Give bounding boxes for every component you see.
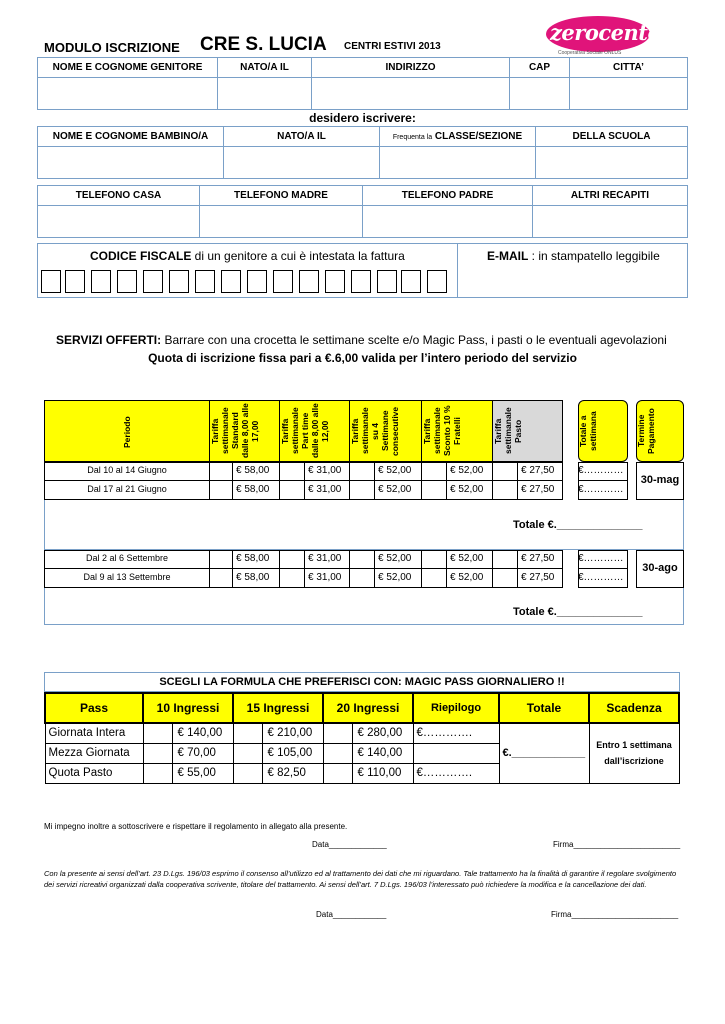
scuola-header: DELLA SCUOLA <box>536 127 688 147</box>
pass-name: Mezza Giornata <box>45 743 143 763</box>
block2-row1-p2-checkbox-divider <box>304 550 305 569</box>
checkbox-divider <box>172 764 173 783</box>
ingressi15-price[interactable]: € 210,00 <box>233 723 323 743</box>
block1-row2-p4-checkbox-divider <box>446 481 447 500</box>
block1-row2-p1-checkbox-divider <box>232 481 233 500</box>
block1-row2-p2: € 31,00 <box>308 484 342 495</box>
block2-termine: 30-ago <box>642 562 678 574</box>
block2-row1-p4-checkbox-divider <box>446 550 447 569</box>
firma-line-1[interactable]: Firma________________________ <box>553 840 681 849</box>
block1-termine: 30-mag <box>640 474 680 486</box>
block2-row2-p3: € 52,00 <box>378 572 412 583</box>
cf-cell-3[interactable] <box>91 270 111 293</box>
cf-rest: di un genitore a cui è intestata la fattura <box>191 249 405 263</box>
block1-row1-p4-checkbox-divider <box>446 462 447 481</box>
riepilogo-header: Riepilogo <box>413 693 499 723</box>
cf-cell-9[interactable] <box>247 270 267 293</box>
altri-recapiti-header: ALTRI RECAPITI <box>533 186 688 206</box>
centri-subtitle: CENTRI ESTIVI 2013 <box>344 41 441 52</box>
block2-row2-p2-checkbox-divider <box>304 569 305 588</box>
magic-pass-body <box>45 723 679 783</box>
ingressi20-price[interactable]: € 110,00 <box>323 763 413 783</box>
totale-header: Totale <box>499 693 589 723</box>
riepilogo-value[interactable]: €…………. <box>413 763 499 783</box>
email-label <box>487 249 660 263</box>
magic-pass-header-row <box>45 693 679 723</box>
bambino-nato-field[interactable] <box>224 147 380 179</box>
ingressi15-header: 15 Ingressi <box>233 693 323 723</box>
ingressi20-price[interactable]: € 280,00 <box>323 723 413 743</box>
citta-header: CITTA’ <box>570 58 688 78</box>
block1-row2-p3-checkbox-divider <box>374 481 375 500</box>
cf-cell-14[interactable] <box>377 270 397 293</box>
t4-header: Tariffa settimanale Sconto 10 % Fratelli <box>422 405 462 457</box>
block2-row1-periodo: Dal 2 al 6 Settembre <box>85 553 169 563</box>
t1-header: Tariffa settimanale Standard dalle 8,00 alle 17,00 <box>210 403 260 459</box>
t2-header: Tariffa settimanale Part time dalle 8,00 alle 12,00 <box>280 403 330 459</box>
cf-cell-15[interactable] <box>401 270 421 293</box>
block2-row1-p5: € 27,50 <box>521 553 555 564</box>
block2-row1-p4: € 52,00 <box>450 553 484 564</box>
cf-bold: CODICE FISCALE <box>90 249 192 263</box>
genitore-table <box>37 57 688 110</box>
block1-row1-p1-checkbox-divider <box>232 462 233 481</box>
cf-divider <box>457 244 458 297</box>
block1-row1-p5: € 27,50 <box>521 465 555 476</box>
scuola-field[interactable] <box>536 147 688 179</box>
logo-subtext: Cooperativa Sociale ONLUS <box>558 50 622 56</box>
ingressi20-header: 20 Ingressi <box>323 693 413 723</box>
block1-totale: Totale €.______________ <box>513 519 643 531</box>
pass-name: Quota Pasto <box>45 763 143 783</box>
telefono-madre-field[interactable] <box>200 206 363 238</box>
ingressi10-header: 10 Ingressi <box>143 693 233 723</box>
impegno-text: Mi impegno inoltre a sottoscrivere e rispettare il regolamento in allegato alla presente. <box>44 822 348 831</box>
checkbox-divider <box>262 764 263 783</box>
telefono-casa-header: TELEFONO CASA <box>38 186 200 206</box>
cf-cell-7[interactable] <box>195 270 215 293</box>
periodo-header: Periodo <box>122 416 132 448</box>
bambino-field[interactable] <box>38 147 224 179</box>
block1-row2-p3: € 52,00 <box>378 484 412 495</box>
checkbox-divider <box>262 744 263 763</box>
block2-row2-p2: € 31,00 <box>308 572 342 583</box>
cf-cell-12[interactable] <box>325 270 345 293</box>
termine-header: Termine Pagamento <box>636 408 656 454</box>
data-line-1[interactable]: Data_____________ <box>312 840 387 849</box>
logo-text: zerocento <box>550 20 661 45</box>
block2-row1-p1-checkbox-divider <box>232 550 233 569</box>
block1-row2-p5: € 27,50 <box>521 484 555 495</box>
block2-row2-p3-checkbox-divider <box>374 569 375 588</box>
t3-header: Tariffa settimanale su 4 Settimane consecutive <box>350 406 400 456</box>
magic-pass-scadenza: Entro 1 settimana dall’iscrizione <box>589 723 679 783</box>
checkbox-divider <box>352 724 353 743</box>
magic-pass-totale[interactable]: €.____________ <box>499 723 589 783</box>
block1-row1-p2-checkbox-divider <box>304 462 305 481</box>
indirizzo-field[interactable] <box>312 78 510 110</box>
servizi-text <box>56 333 667 347</box>
scadenza-header: Scadenza <box>589 693 679 723</box>
ingressi10-price[interactable]: € 140,00 <box>143 723 233 743</box>
checkbox-divider <box>172 744 173 763</box>
pass-header: Pass <box>45 693 143 723</box>
classe-field[interactable] <box>380 147 536 179</box>
codice-fiscale-label <box>90 249 405 263</box>
citta-field[interactable] <box>570 78 688 110</box>
firma-line-2[interactable]: Firma________________________ <box>551 910 679 919</box>
ingressi10-price[interactable]: € 55,00 <box>143 763 233 783</box>
block1-row1-periodo: Dal 10 al 14 Giugno <box>87 465 167 475</box>
cf-cell-6[interactable] <box>169 270 189 293</box>
riepilogo-value[interactable]: €…………. <box>413 723 499 743</box>
magic-pass-banner: SCEGLI LA FORMULA CHE PREFERISCI CON: MAGIC PASS GIORNALIERO !! <box>44 672 680 692</box>
cf-cell-11[interactable] <box>299 270 319 293</box>
bambino-table <box>37 126 688 179</box>
ingressi20-price[interactable]: € 140,00 <box>323 743 413 763</box>
classe-header <box>380 127 536 147</box>
block1-row1-p5-checkbox-divider <box>517 462 518 481</box>
block2-row1-p1: € 58,00 <box>236 553 270 564</box>
block2-row2-p4-checkbox-divider <box>446 569 447 588</box>
pass-name: Giornata Intera <box>45 723 143 743</box>
magic-pass-table <box>44 692 680 784</box>
cre-title: CRE S. LUCIA <box>200 34 327 55</box>
block1-row2-p2-checkbox-divider <box>304 481 305 500</box>
telefono-padre-header: TELEFONO PADRE <box>363 186 533 206</box>
block2-row2-p1-checkbox-divider <box>232 569 233 588</box>
nato-field[interactable] <box>218 78 312 110</box>
ingressi15-price[interactable]: € 82,50 <box>233 763 323 783</box>
cf-cell-10[interactable] <box>273 270 293 293</box>
classe-label: CLASSE/SEZIONE <box>434 131 523 142</box>
block2-row1-p3-checkbox-divider <box>374 550 375 569</box>
block1-row1-p3: € 52,00 <box>378 465 412 476</box>
cf-cell-16[interactable] <box>427 270 447 293</box>
cf-cell-5[interactable] <box>143 270 163 293</box>
block1-row1-tot: €………… <box>578 465 624 476</box>
bambino-header: NOME E COGNOME BAMBINO/A <box>38 127 224 147</box>
genitore-header: NOME E COGNOME GENITORE <box>38 58 218 78</box>
block2-row2-periodo: Dal 9 al 13 Settembre <box>83 572 171 582</box>
ingressi15-price[interactable]: € 105,00 <box>233 743 323 763</box>
bambino-nato-header: NATO/A IL <box>224 127 380 147</box>
cap-field[interactable] <box>510 78 570 110</box>
cap-header: CAP <box>510 58 570 78</box>
block2-row2-p5-checkbox-divider <box>517 569 518 588</box>
telefono-madre-header: TELEFONO MADRE <box>200 186 363 206</box>
block1-row1-p3-checkbox-divider <box>374 462 375 481</box>
quota-text: Quota di iscrizione fissa pari a €.6,00 valida per l’intero periodo del servizio <box>148 351 577 365</box>
block2-row1-p5-checkbox-divider <box>517 550 518 569</box>
nato-header: NATO/A IL <box>218 58 312 78</box>
block2-row2-p5: € 27,50 <box>521 572 555 583</box>
privacy-text: Con la presente ai sensi dell’art. 23 D.Lgs. 196/03 esprimo il consenso all’utilizzo ed al trattamento dei dati che mi riguardano. Tale trattamento ha la finalità di garantire il regolare svolgimento dei servizi ricreativi organizzati dalla cooperativa scrivente, titolare del trattamento. Ai sensi dell’art. 7 D.Lgs. 196/03 l’interessato può richiedere la modifica e la cancellazione dei dati. <box>44 869 677 889</box>
telefono-casa-field[interactable] <box>38 206 200 238</box>
data-line-2[interactable]: Data____________ <box>316 910 387 919</box>
cf-cell-8[interactable] <box>221 270 241 293</box>
checkbox-divider <box>262 724 263 743</box>
t5-header: Tariffa settimanale Pasto <box>493 407 523 455</box>
block1-row1-p1: € 58,00 <box>236 465 270 476</box>
checkbox-divider <box>172 724 173 743</box>
totale-header: Totale a settimana <box>578 411 598 451</box>
ingressi10-price[interactable]: € 70,00 <box>143 743 233 763</box>
checkbox-divider <box>352 764 353 783</box>
block2-totale: Totale €.______________ <box>513 606 643 618</box>
indirizzo-header: INDIRIZZO <box>312 58 510 78</box>
altri-recapiti-field[interactable] <box>533 206 688 238</box>
block2-row1-p3: € 52,00 <box>378 553 412 564</box>
cf-cell-4[interactable] <box>117 270 137 293</box>
block1-row2-p1: € 58,00 <box>236 484 270 495</box>
block1-row2-p5-checkbox-divider <box>517 481 518 500</box>
email-rest: : in stampatello leggibile <box>528 249 660 263</box>
block2-row2-p4: € 52,00 <box>450 572 484 583</box>
servizi-bold: SERVIZI OFFERTI: <box>56 333 162 347</box>
riepilogo-value[interactable] <box>413 743 499 763</box>
block2-row1-tot: €………… <box>578 553 624 564</box>
servizi-rest: Barrare con una crocetta le settimane scelte e/o Magic Pass, i pasti o le eventuali agevolazioni <box>161 333 667 347</box>
desidero-heading: desidero iscrivere: <box>309 111 416 125</box>
cf-cell-1[interactable] <box>41 270 61 293</box>
genitore-field[interactable] <box>38 78 218 110</box>
telefono-padre-field[interactable] <box>363 206 533 238</box>
cf-cell-13[interactable] <box>351 270 371 293</box>
block2-row2-p1: € 58,00 <box>236 572 270 583</box>
magic-pass-row <box>45 723 679 743</box>
block1-row2-periodo: Dal 17 al 21 Giugno <box>87 484 167 494</box>
weeks-table <box>44 400 684 625</box>
block2-row2-tot: €………… <box>578 572 624 583</box>
block1-row1-p4: € 52,00 <box>450 465 484 476</box>
block1-row2-p4: € 52,00 <box>450 484 484 495</box>
block2-row1-p2: € 31,00 <box>308 553 342 564</box>
cf-cell-2[interactable] <box>65 270 85 293</box>
codice-fiscale-box <box>37 243 688 298</box>
zerocento-logo <box>544 12 661 58</box>
block1-row1-p2: € 31,00 <box>308 465 342 476</box>
form-title: MODULO ISCRIZIONE <box>44 40 180 55</box>
frequenta-label: Frequenta la <box>392 134 433 141</box>
telefono-table <box>37 185 688 238</box>
checkbox-divider <box>352 744 353 763</box>
block1-row2-tot: €………… <box>578 484 624 495</box>
email-bold: E-MAIL <box>487 249 529 263</box>
